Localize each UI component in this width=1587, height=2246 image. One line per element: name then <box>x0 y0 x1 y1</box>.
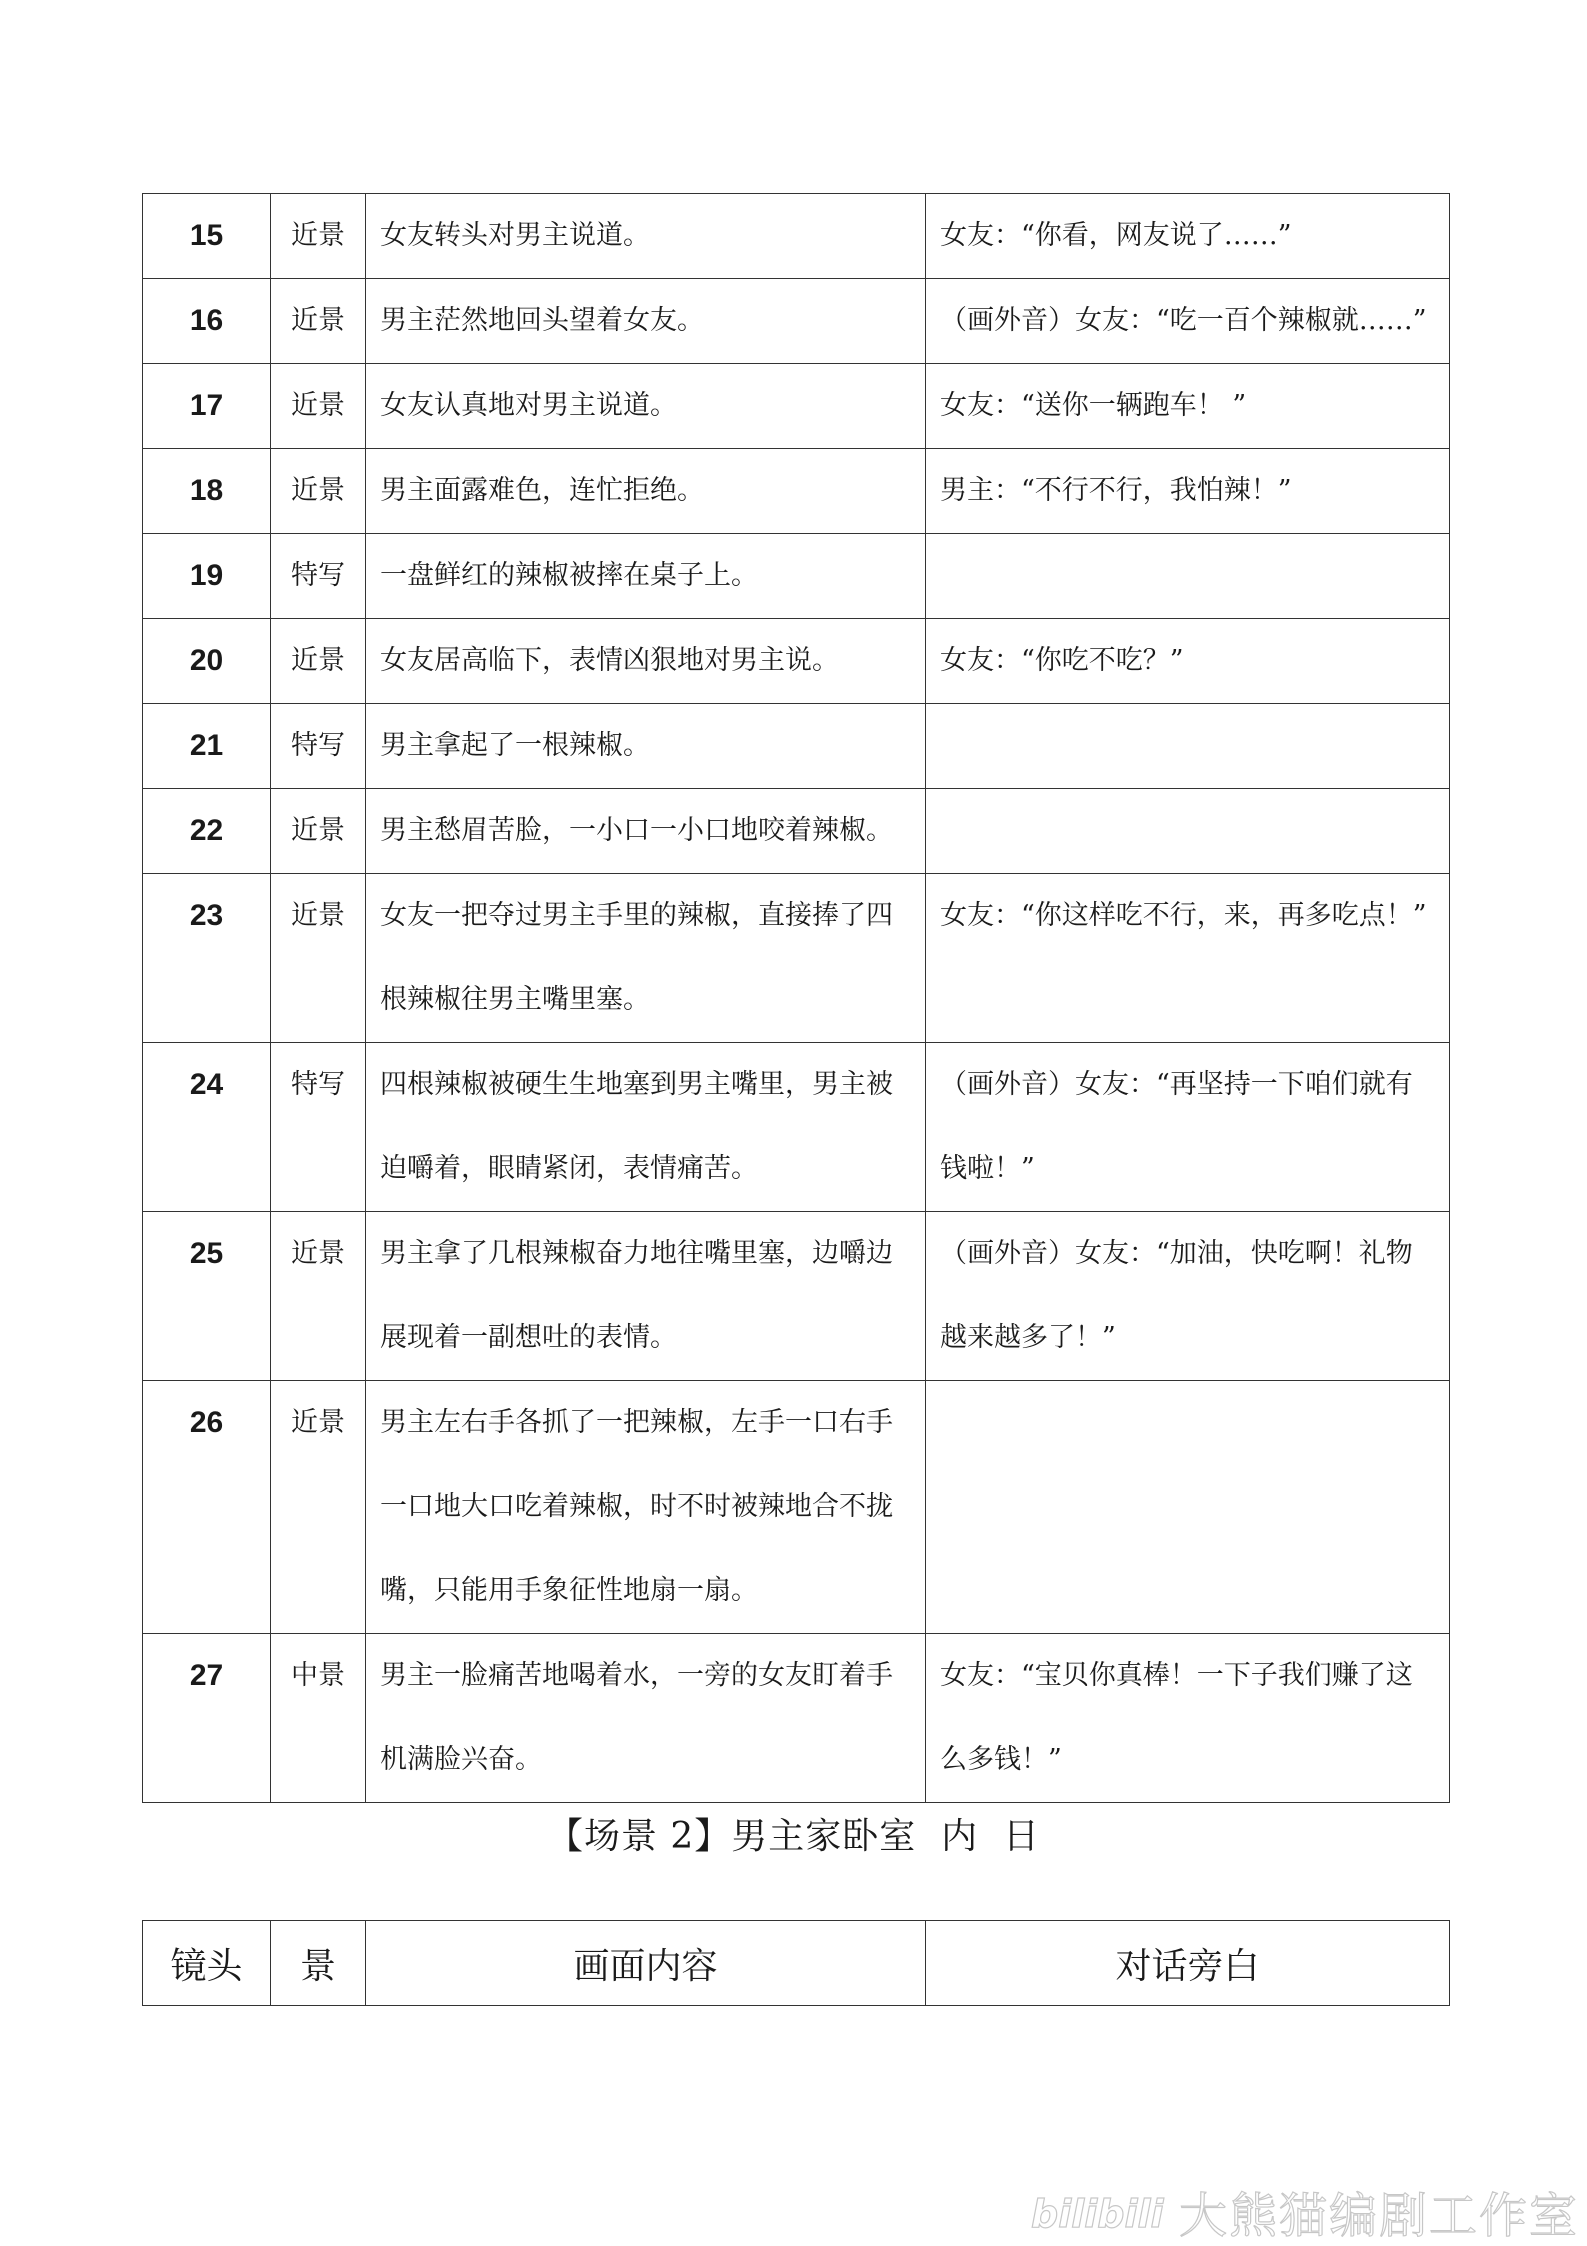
dialog-text <box>926 789 1450 874</box>
shot-number: 23 <box>143 874 271 1043</box>
shot-number: 26 <box>143 1381 271 1634</box>
dialog-text: 女友：“宝贝你真棒！一下子我们赚了这 么多钱！” <box>926 1634 1450 1803</box>
header-scene-content: 画面内容 <box>366 1921 926 2006</box>
table-row <box>143 1634 1450 1803</box>
dialog-text: 男主：“不行不行，我怕辣！” <box>926 449 1450 534</box>
storyboard-rows <box>143 194 1450 1803</box>
shot-number: 15 <box>143 194 271 279</box>
header-shot-number: 镜头 <box>143 1921 271 2006</box>
scene-content: 男主左右手各抓了一把辣椒，左手一口右手一口地大口吃着辣椒，时不时被辣地合不拢嘴，只能用手象征性地扇一扇。 <box>366 1381 926 1634</box>
bilibili-logo-text: bilibili <box>1030 2192 1164 2236</box>
shot-scale: 近景 <box>271 364 366 449</box>
table-row <box>143 619 1450 704</box>
column-header-table <box>142 1920 1450 2006</box>
dialog-text: （画外音）女友：“加油，快吃啊！礼物 越来越多了！” <box>926 1212 1450 1381</box>
scene-content: 男主拿了几根辣椒奋力地往嘴里塞，边嚼边展现着一副想吐的表情。 <box>366 1212 926 1381</box>
shot-number: 25 <box>143 1212 271 1381</box>
dialog-text: 女友：“你这样吃不行，来，再多吃点！” <box>926 874 1450 1043</box>
dialog-text: 女友：“送你一辆跑车！ ” <box>926 364 1450 449</box>
table-row <box>143 279 1450 364</box>
scene-title: 【场景 2】男主家卧室 内 日 <box>546 1816 1041 1857</box>
scene-content: 男主拿起了一根辣椒。 <box>366 704 926 789</box>
scene-content: 男主茫然地回头望着女友。 <box>366 279 926 364</box>
scene-content: 四根辣椒被硬生生地塞到男主嘴里，男主被迫嚼着，眼睛紧闭，表情痛苦。 <box>366 1043 926 1212</box>
dialog-text <box>926 534 1450 619</box>
table-row <box>143 704 1450 789</box>
shot-scale: 特写 <box>271 534 366 619</box>
header-row <box>143 1921 1450 2006</box>
shot-number: 18 <box>143 449 271 534</box>
watermark-text: 大熊猫编剧工作室 <box>1178 2187 1579 2244</box>
shot-number: 27 <box>143 1634 271 1803</box>
shot-scale: 特写 <box>271 704 366 789</box>
dialog-text: （画外音）女友：“吃一百个辣椒就……” <box>926 279 1450 364</box>
bilibili-logo <box>1029 2185 1169 2237</box>
shot-scale: 近景 <box>271 1381 366 1634</box>
shot-number: 16 <box>143 279 271 364</box>
shot-scale: 近景 <box>271 279 366 364</box>
scene-content: 一盘鲜红的辣椒被摔在桌子上。 <box>366 534 926 619</box>
shot-number: 19 <box>143 534 271 619</box>
table-row <box>143 1043 1450 1212</box>
table-row <box>143 1381 1450 1634</box>
table-row <box>143 874 1450 1043</box>
dialog-text: 女友：“你看，网友说了……” <box>926 194 1450 279</box>
header-dialog: 对话旁白 <box>926 1921 1450 2006</box>
table-row <box>143 364 1450 449</box>
dialog-text: （画外音）女友：“再坚持一下咱们就有 钱啦！” <box>926 1043 1450 1212</box>
dialog-text <box>926 1381 1450 1634</box>
scene-content: 男主一脸痛苦地喝着水，一旁的女友盯着手机满脸兴奋。 <box>366 1634 926 1803</box>
scene-content: 女友居高临下，表情凶狠地对男主说。 <box>366 619 926 704</box>
shot-scale: 近景 <box>271 789 366 874</box>
scene-content: 男主面露难色，连忙拒绝。 <box>366 449 926 534</box>
scene-content: 女友转头对男主说道。 <box>366 194 926 279</box>
table-row <box>143 194 1450 279</box>
shot-scale: 近景 <box>271 194 366 279</box>
shot-scale: 中景 <box>271 1634 366 1803</box>
shot-scale: 近景 <box>271 449 366 534</box>
header-shot-scale: 景 <box>271 1921 366 2006</box>
scene-content: 男主愁眉苦脸，一小口一小口地咬着辣椒。 <box>366 789 926 874</box>
scene-content: 女友一把夺过男主手里的辣椒，直接捧了四根辣椒往男主嘴里塞。 <box>366 874 926 1043</box>
shot-number: 24 <box>143 1043 271 1212</box>
dialog-text <box>926 704 1450 789</box>
shot-number: 22 <box>143 789 271 874</box>
shot-scale: 近景 <box>271 619 366 704</box>
table-row <box>143 449 1450 534</box>
shot-number: 21 <box>143 704 271 789</box>
storyboard-table <box>142 193 1450 1803</box>
watermark <box>1029 2183 1579 2244</box>
shot-scale: 近景 <box>271 874 366 1043</box>
table-row <box>143 789 1450 874</box>
table-row <box>143 534 1450 619</box>
table-row <box>143 1212 1450 1381</box>
scene-content: 女友认真地对男主说道。 <box>366 364 926 449</box>
dialog-text: 女友：“你吃不吃？” <box>926 619 1450 704</box>
shot-scale: 近景 <box>271 1212 366 1381</box>
shot-number: 20 <box>143 619 271 704</box>
shot-scale: 特写 <box>271 1043 366 1212</box>
shot-number: 17 <box>143 364 271 449</box>
